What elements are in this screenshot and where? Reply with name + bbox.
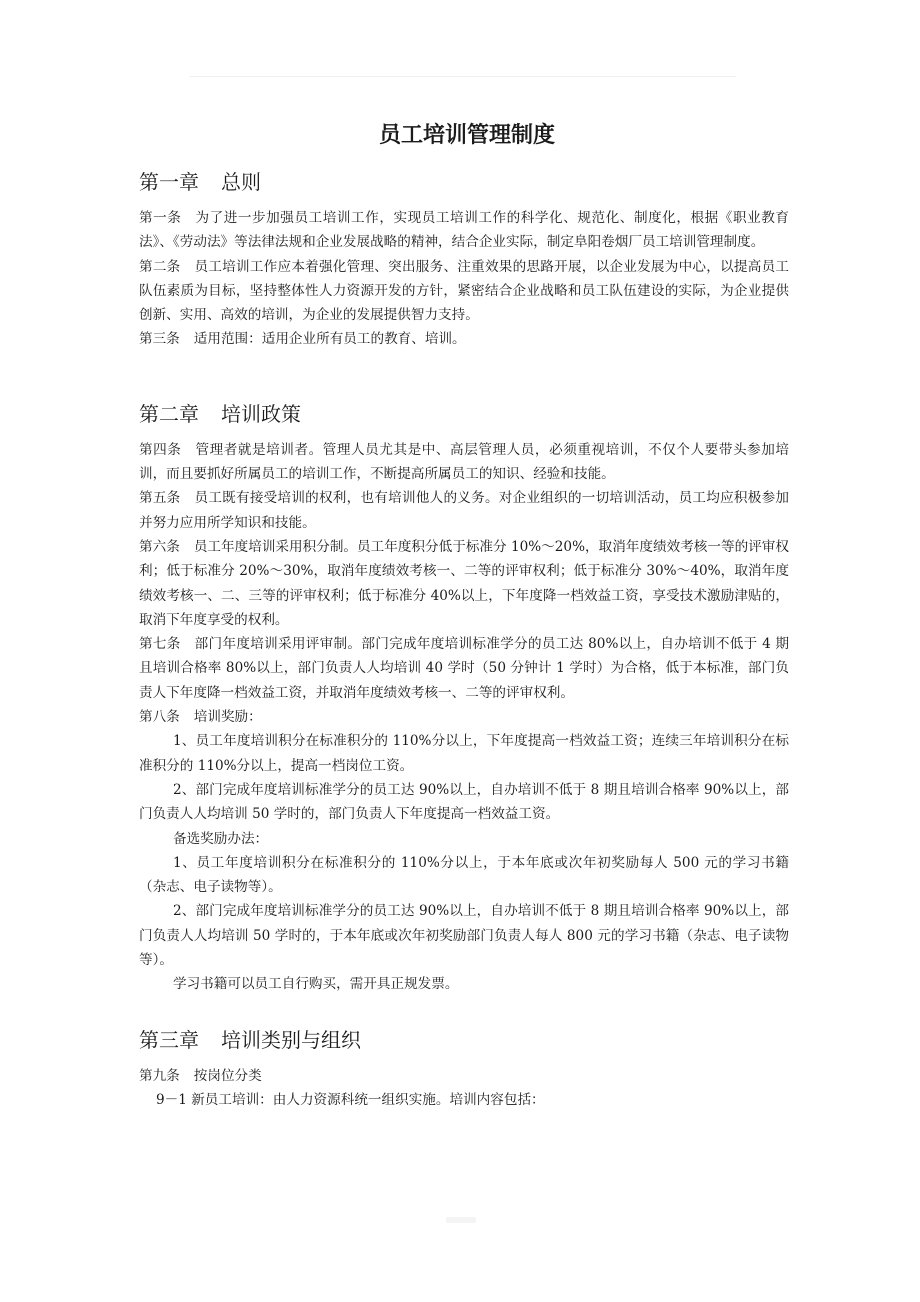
article-text: 培训奖励： bbox=[193, 709, 262, 726]
article-number: 第六条 bbox=[139, 538, 180, 555]
article-number: 第九条 bbox=[139, 1067, 180, 1084]
article-number: 第四条 bbox=[139, 441, 182, 458]
article-3 bbox=[139, 327, 789, 351]
article-2 bbox=[139, 255, 789, 328]
article-1 bbox=[139, 206, 789, 255]
chapter-heading-1 bbox=[139, 166, 789, 198]
article-text: 员工培训工作应本着强化管理、突出服务、注重效果的思路开展，以企业发展为中心，以提高员工队伍素质为目标，坚持整体性人力资源开发的方针，紧密结合企业战略和员工队伍建设的实际，为企业提供创新、实用、高效的培训，为企业的发展提供智力支持。 bbox=[139, 258, 790, 324]
chapter-heading-2 bbox=[139, 398, 789, 430]
reward-item-1: 1、员工年度培训积分在标准积分的 110%分以上，下年度提高一档效益工资；连续三年培训积分在标准积分的 110%分以上，提高一档岗位工资。 bbox=[139, 733, 789, 774]
article-4 bbox=[139, 438, 789, 487]
reward-item-2: 2、部门完成年度培训标准学分的员工达 90%以上，自办培训不低于 8 期且培训合格率 90%以上，部门负责人人均培训 50 学时的，部门负责人下年度提高一档效益工资。 bbox=[139, 781, 789, 823]
article-number: 第三条 bbox=[139, 331, 180, 348]
alt-reward-item-2: 2、部门完成年度培训标准学分的员工达 90%以上，自办培训不低于 8 期且培训合格率 90%以上，部门负责人人均培训 50 学时的，于本年底或次年初奖励部门负责人每人 800 元的学习书籍（杂志、电子读物等）。 bbox=[139, 903, 789, 969]
article-text: 为了进一步加强员工培训工作，实现员工培训工作的科学化、规范化、制度化，根据《职业教育法》、《劳动法》等法律法规和企业发展战略的精神，结合企业实际，制定阜阳卷烟厂员工培训管理制度。 bbox=[139, 210, 789, 251]
header-rule bbox=[190, 76, 736, 77]
article-text: 部门年度培训采用评审制。部门完成年度培训标准学分的员工达 80%以上，自办培训不低于 4 期且培训合格率 80%以上，部门负责人人均培训 40 学时（50 分钟计 1 学时）为合格，低于本标准，部门负责人下年度降一档效益工资，并取消年度绩效考核一、二等的评审权利。 bbox=[139, 636, 790, 701]
article-number: 第二条 bbox=[139, 258, 181, 275]
chapter-name: 培训类别与组织 bbox=[221, 1027, 361, 1052]
sub-article-9-1: 9－1 新员工培训：由人力资源科统一组织实施。培训内容包括： bbox=[156, 1091, 545, 1108]
page-title: 员工培训管理制度 bbox=[378, 122, 555, 148]
article-text: 管理者就是培训者。管理人员尤其是中、高层管理人员，必须重视培训，不仅个人要带头参加培训，而且要抓好所属员工的培训工作，不断提高所属员工的知识、经验和技能。 bbox=[139, 441, 789, 483]
chapter-label: 第一章 bbox=[139, 170, 199, 194]
article-6 bbox=[139, 535, 789, 632]
chapter-label: 第二章 bbox=[139, 401, 199, 426]
footer-mark bbox=[446, 1217, 476, 1223]
article-7 bbox=[139, 632, 789, 705]
article-number: 第五条 bbox=[139, 490, 181, 507]
chapter-heading-3 bbox=[139, 1024, 789, 1056]
article-9 bbox=[139, 1064, 789, 1088]
article-text: 员工既有接受培训的权利，也有培训他人的义务。对企业组织的一切培训活动，员工均应积极参加并努力应用所学知识和技能。 bbox=[139, 490, 790, 531]
article-number: 第一条 bbox=[139, 210, 182, 226]
document-page bbox=[139, 118, 789, 1112]
article-text: 按岗位分类 bbox=[193, 1067, 262, 1084]
article-number: 第七条 bbox=[139, 636, 181, 653]
purchase-note: 学习书籍可以员工自行购买，需开具正规发票。 bbox=[173, 976, 459, 993]
article-5 bbox=[139, 486, 789, 535]
article-number: 第八条 bbox=[139, 709, 180, 726]
alt-reward-heading: 备选奖励办法： bbox=[173, 830, 269, 847]
chapter-label: 第三章 bbox=[139, 1027, 199, 1052]
chapter-name: 总则 bbox=[221, 170, 261, 194]
article-8 bbox=[139, 705, 789, 729]
chapter-name: 培训政策 bbox=[221, 401, 301, 426]
alt-reward-item-1: 1、员工年度培训积分在标准积分的 110%分以上，于本年底或次年初奖励每人 500 元的学习书籍（杂志、电子读物等）。 bbox=[139, 854, 789, 896]
article-text: 员工年度培训采用积分制。员工年度积分低于标准分 10%～20%，取消年度绩效考核一等的评审权利；低于标准分 20%～30%，取消年度绩效考核一、二等的评审权利；低于标准分 30%～40%，取消年度绩效考核一、二、三等的评审权利；低于标准分 40%以上，下年度降一档效益工资，享受技术激励津贴的，取消下年度享受的权利。 bbox=[139, 538, 790, 628]
article-text: 适用范围：适用企业所有员工的教育、培训。 bbox=[193, 331, 466, 348]
